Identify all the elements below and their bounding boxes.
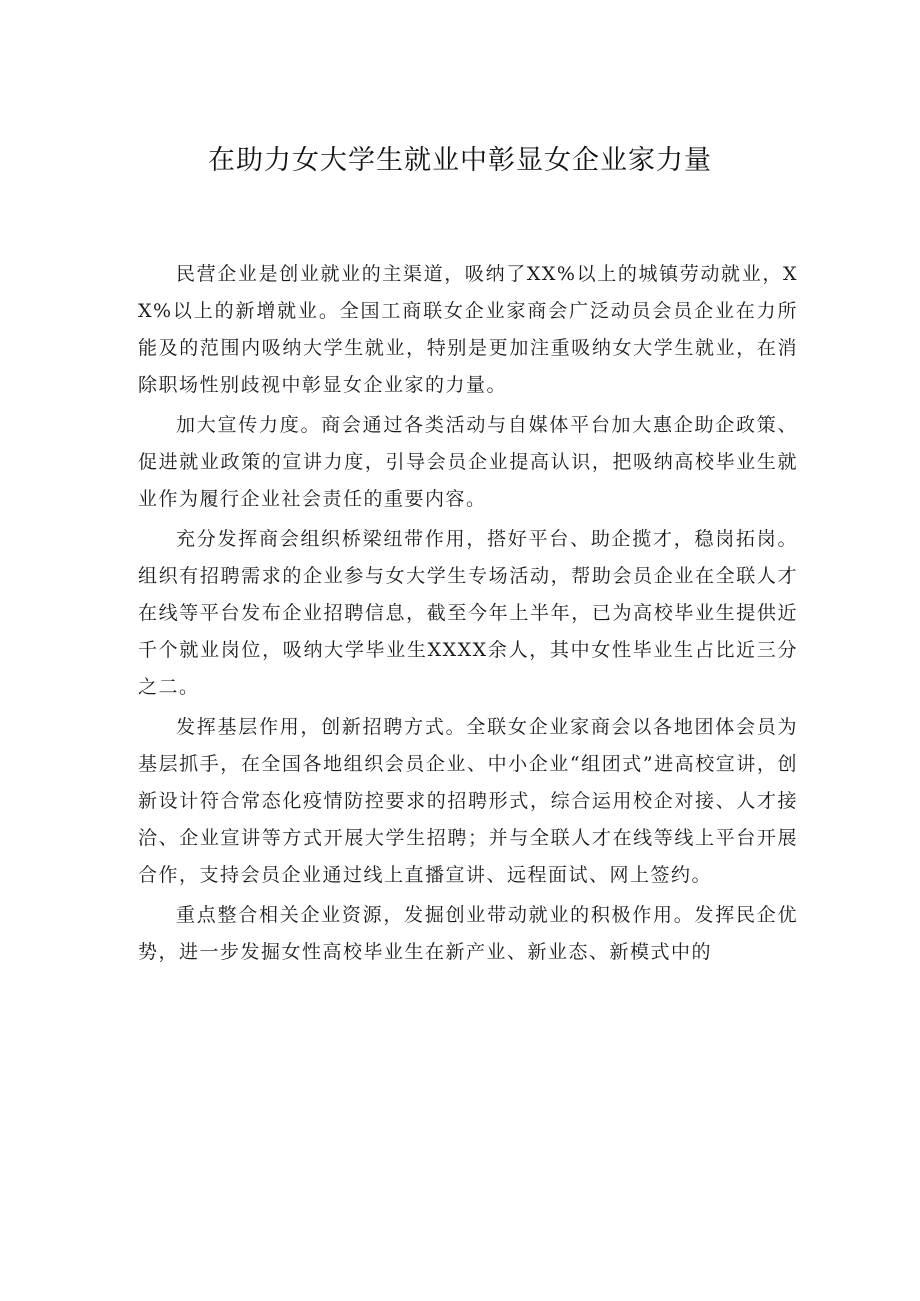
paragraph-grassroots: 发挥基层作用，创新招聘方式。全联女企业家商会以各地团体会员为基层抓手，在全国各地组织会员企业、中小企业“组团式”进高校宣讲，创新设计符合常态化疫情防控要求的招聘形式，综合运用校企对接、人才接洽、企业宣讲等方式开展大学生招聘；并与全联人才在线等线上平台开展合作，支持会员企业通过线上直播宣讲、远程面试、网上签约。 <box>138 716 798 886</box>
document-body <box>138 256 798 971</box>
paragraph-publicity: 加大宣传力度。商会通过各类活动与自媒体平台加大惠企助企政策、促进就业政策的宣讲力度，引导会员企业提高认识，把吸纳高校毕业生就业作为履行企业社会责任的重要内容。 <box>138 414 798 510</box>
paragraph-resources: 重点整合相关企业资源，发掘创业带动就业的积极作用。发挥民企优势，进一步发掘女性高校毕业生在新产业、新业态、新模式中的 <box>138 904 798 963</box>
paragraph-intro: 民营企业是创业就业的主渠道，吸纳了XX%以上的城镇劳动就业，XX%以上的新增就业。全国工商联女企业家商会广泛动员会员企业在力所能及的范围内吸纳大学生就业，特别是更加注重吸纳女大学生就业，在消除职场性别歧视中彰显女企业家的力量。 <box>138 263 798 396</box>
document-title: 在助力女大学生就业中彰显女企业家力量 <box>208 145 712 176</box>
paragraph-platform: 充分发挥商会组织桥梁纽带作用，搭好平台、助企揽才，稳岗拓岗。组织有招聘需求的企业参与女大学生专场活动，帮助会员企业在全联人才在线等平台发布企业招聘信息，截至今年上半年，已为高校毕业生提供近千个就业岗位，吸纳大学毕业生XXXX余人，其中女性毕业生占比近三分之二。 <box>138 528 798 698</box>
